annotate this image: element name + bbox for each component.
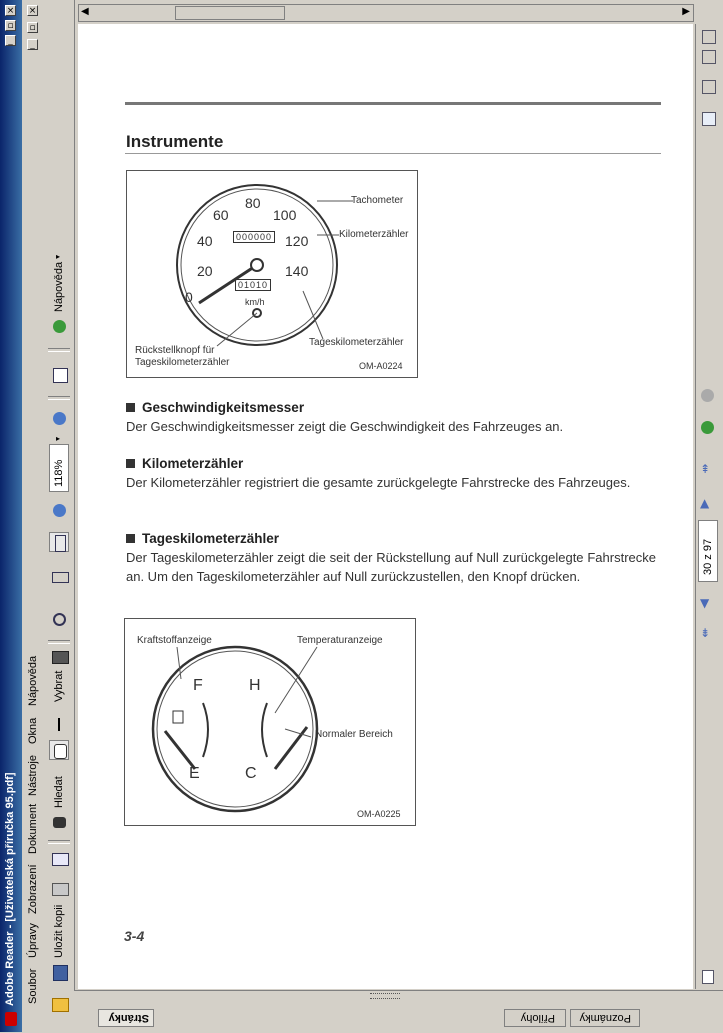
previous-page-icon: ▲ [700,496,710,510]
go-back-button[interactable] [700,388,716,404]
printer-icon [52,883,69,896]
odometer-digits: 000000 [233,231,275,243]
save-copy-label[interactable]: Uložit kopii [53,904,65,958]
next-page-icon: ▼ [700,596,710,610]
page-layout-icon [702,80,716,94]
email-button[interactable] [49,848,69,868]
first-page-icon: ⇞ [700,462,711,476]
hand-icon [54,744,67,759]
text-select-icon [58,718,60,731]
section-heading [126,456,656,471]
menu-soubor[interactable]: Soubor [27,968,39,1004]
gauge-empty-mark: E [189,765,200,782]
figure2-code: OM-A0225 [357,809,401,819]
gauge-illustration [125,619,415,825]
snapshot-button[interactable] [49,646,69,666]
page-number-input[interactable] [698,520,718,582]
label-tachometer: Tachometer [351,195,404,206]
tab-pages-label: Stránky [108,1012,149,1024]
gauge-full-mark: F [193,677,203,694]
menu-zobrazeni[interactable]: Zobrazení [27,864,39,914]
single-page-continuous-button[interactable] [700,110,716,126]
split-window-button[interactable] [700,28,716,44]
scale-20: 20 [197,263,213,279]
bullet-square-icon [126,403,135,412]
tab-attachments-label: Přílohy [520,1012,555,1024]
zoom-in-button[interactable] [49,408,69,428]
page-size-icon [702,970,714,984]
search-button[interactable] [49,812,69,832]
doc-close-button[interactable]: × [28,6,37,16]
search-label[interactable]: Hledat [53,776,65,808]
bullet-square-icon [126,534,135,543]
menu-upravy[interactable]: Úpravy [27,923,39,958]
menu-okna[interactable]: Okna [27,717,39,744]
section-text: Der Geschwindigkeitsmesser zeigt die Geschwindigkeit des Fahrzeuges an. [126,419,564,434]
window-title: Adobe Reader - [Uživatelská příručka 95.pdf] [4,772,16,1006]
restore-window-button[interactable]: ▫ [5,20,16,31]
rotate-icon [53,368,68,383]
go-forward-button[interactable] [700,420,716,436]
label-reset-knob-line1: Rückstellknopf für [135,345,215,356]
section-geschwindigkeitsmesser [126,400,656,436]
close-window-button[interactable]: × [6,6,15,16]
toolbar-separator [48,840,70,844]
section-heading [126,531,656,546]
minimize-window-button[interactable]: _ [5,35,16,46]
tab-comments-label: Poznámky [579,1012,631,1024]
magnifier-icon [53,613,66,626]
section-tageskilometerzaehler [126,531,656,586]
next-page-button[interactable] [700,596,716,612]
label-odometer: Kilometerzähler [339,229,409,240]
help-button[interactable] [49,316,69,336]
scroll-right-arrow-icon[interactable]: ▶ [682,6,690,17]
heading-text: Kilometerzähler [142,456,244,471]
zoom-dropdown-arrow-icon[interactable]: ▸ [56,434,61,443]
title-rule [125,153,661,154]
split-icon [702,30,716,44]
tab-attachments[interactable] [504,1009,566,1027]
single-page-button[interactable] [700,78,716,94]
forward-arrow-icon [701,421,714,434]
section-kilometerzaehler [126,456,656,492]
zoom-out-icon [53,504,66,517]
email-icon [52,853,69,866]
zoom-value: 118% [53,459,65,487]
gauge-hot-mark: H [249,677,261,694]
split-window-button-2[interactable] [700,48,716,64]
scale-140: 140 [285,263,309,279]
binoculars-icon [53,817,66,828]
rotate-button[interactable] [49,364,69,384]
window-title-bar [0,0,22,1032]
hand-tool-button[interactable] [49,740,69,760]
section-text: Der Tageskilometerzähler zeigt die seit der Rückstellung auf Null zurückgelegte Fahrstrecke an. Um den Tageskilometerzähler auf Null zurückzustellen, den Knopf drücken. [126,550,656,584]
menu-dokument[interactable]: Dokument [27,803,39,854]
scale-120: 120 [285,233,309,249]
scale-80: 80 [245,195,261,211]
scale-60: 60 [213,207,229,223]
heading-text: Tageskilometerzähler [142,531,280,546]
tab-comments[interactable] [570,1009,640,1027]
toolbar-separator [48,348,70,352]
scroll-thumb[interactable] [175,6,285,20]
previous-page-button[interactable] [700,496,716,512]
last-page-button[interactable] [700,626,716,642]
fit-page-button[interactable] [49,532,69,552]
speed-unit: km/h [245,297,265,307]
figure-speedometer [126,170,418,378]
header-rule [125,102,661,105]
page-size-button[interactable] [700,968,716,984]
page-indicator: 30 z 97 [702,538,714,575]
horizontal-scrollbar[interactable] [78,4,694,22]
help-dropdown-arrow-icon[interactable]: ▸ [56,252,61,261]
label-temp-gauge: Temperaturanzeige [297,635,383,646]
menu-nastroje[interactable]: Nástroje [27,755,39,796]
menu-napoveda[interactable]: Nápověda [27,655,39,706]
bottom-navigation-bar [74,990,723,1033]
bullet-square-icon [126,459,135,468]
toolbar-separator [48,640,70,644]
camera-icon [52,651,69,664]
fit-page-icon [55,535,66,552]
adobe-reader-app-icon [5,1012,17,1026]
save-copy-button[interactable] [49,962,69,982]
section-heading [126,400,656,415]
label-reset-knob-line2: Tageskilometerzähler [135,357,230,368]
help-icon [53,320,66,333]
select-label[interactable]: Vybrat [53,670,65,702]
last-page-icon: ⇟ [700,626,711,640]
figure1-code: OM-A0224 [359,361,403,371]
tab-pages[interactable] [98,1009,154,1027]
doc-restore-button[interactable]: ▫ [27,22,38,33]
menu-bar [22,0,45,1032]
resize-grip[interactable] [370,993,400,999]
fit-width-icon [52,572,69,583]
doc-minimize-button[interactable]: _ [27,39,38,50]
page-continuous-icon [702,112,716,126]
scale-40: 40 [197,233,213,249]
print-button[interactable] [49,878,69,898]
section-text: Der Kilometerzähler registriert die gesamte zurückgelegte Fahrstrecke des Fahrzeuges. [126,475,631,490]
heading-text: Geschwindigkeitsmesser [142,400,305,415]
label-trip-odometer: Tageskilometerzähler [309,337,404,348]
trip-odometer-digits: 01010 [235,279,271,291]
scale-100: 100 [273,207,297,223]
select-tool-button[interactable] [49,714,69,734]
fit-width-button[interactable] [49,566,69,586]
first-page-button[interactable] [700,462,716,478]
page-number: 3-4 [124,928,145,944]
gauge-cold-mark: C [245,765,257,782]
zoom-in-icon [53,412,66,425]
zoom-input[interactable] [49,444,69,492]
grid-icon [702,50,716,64]
toolbar-separator [48,396,70,400]
floppy-icon [53,965,68,981]
open-button[interactable] [49,994,69,1014]
section-title: Instrumente [126,132,224,151]
zoom-out-button[interactable] [49,500,69,520]
label-normal-range: Normaler Bereich [315,729,393,740]
back-arrow-icon [701,389,714,402]
label-fuel-gauge: Kraftstoffanzeige [137,635,212,646]
folder-icon [52,998,69,1012]
scroll-left-arrow-icon[interactable]: ◀ [81,6,89,17]
help-label[interactable]: Nápověda [53,261,65,312]
zoom-tool-button[interactable] [49,606,69,626]
figure-fuel-temp-gauge [124,618,416,826]
document-page [78,24,693,989]
scale-0: 0 [185,289,193,305]
